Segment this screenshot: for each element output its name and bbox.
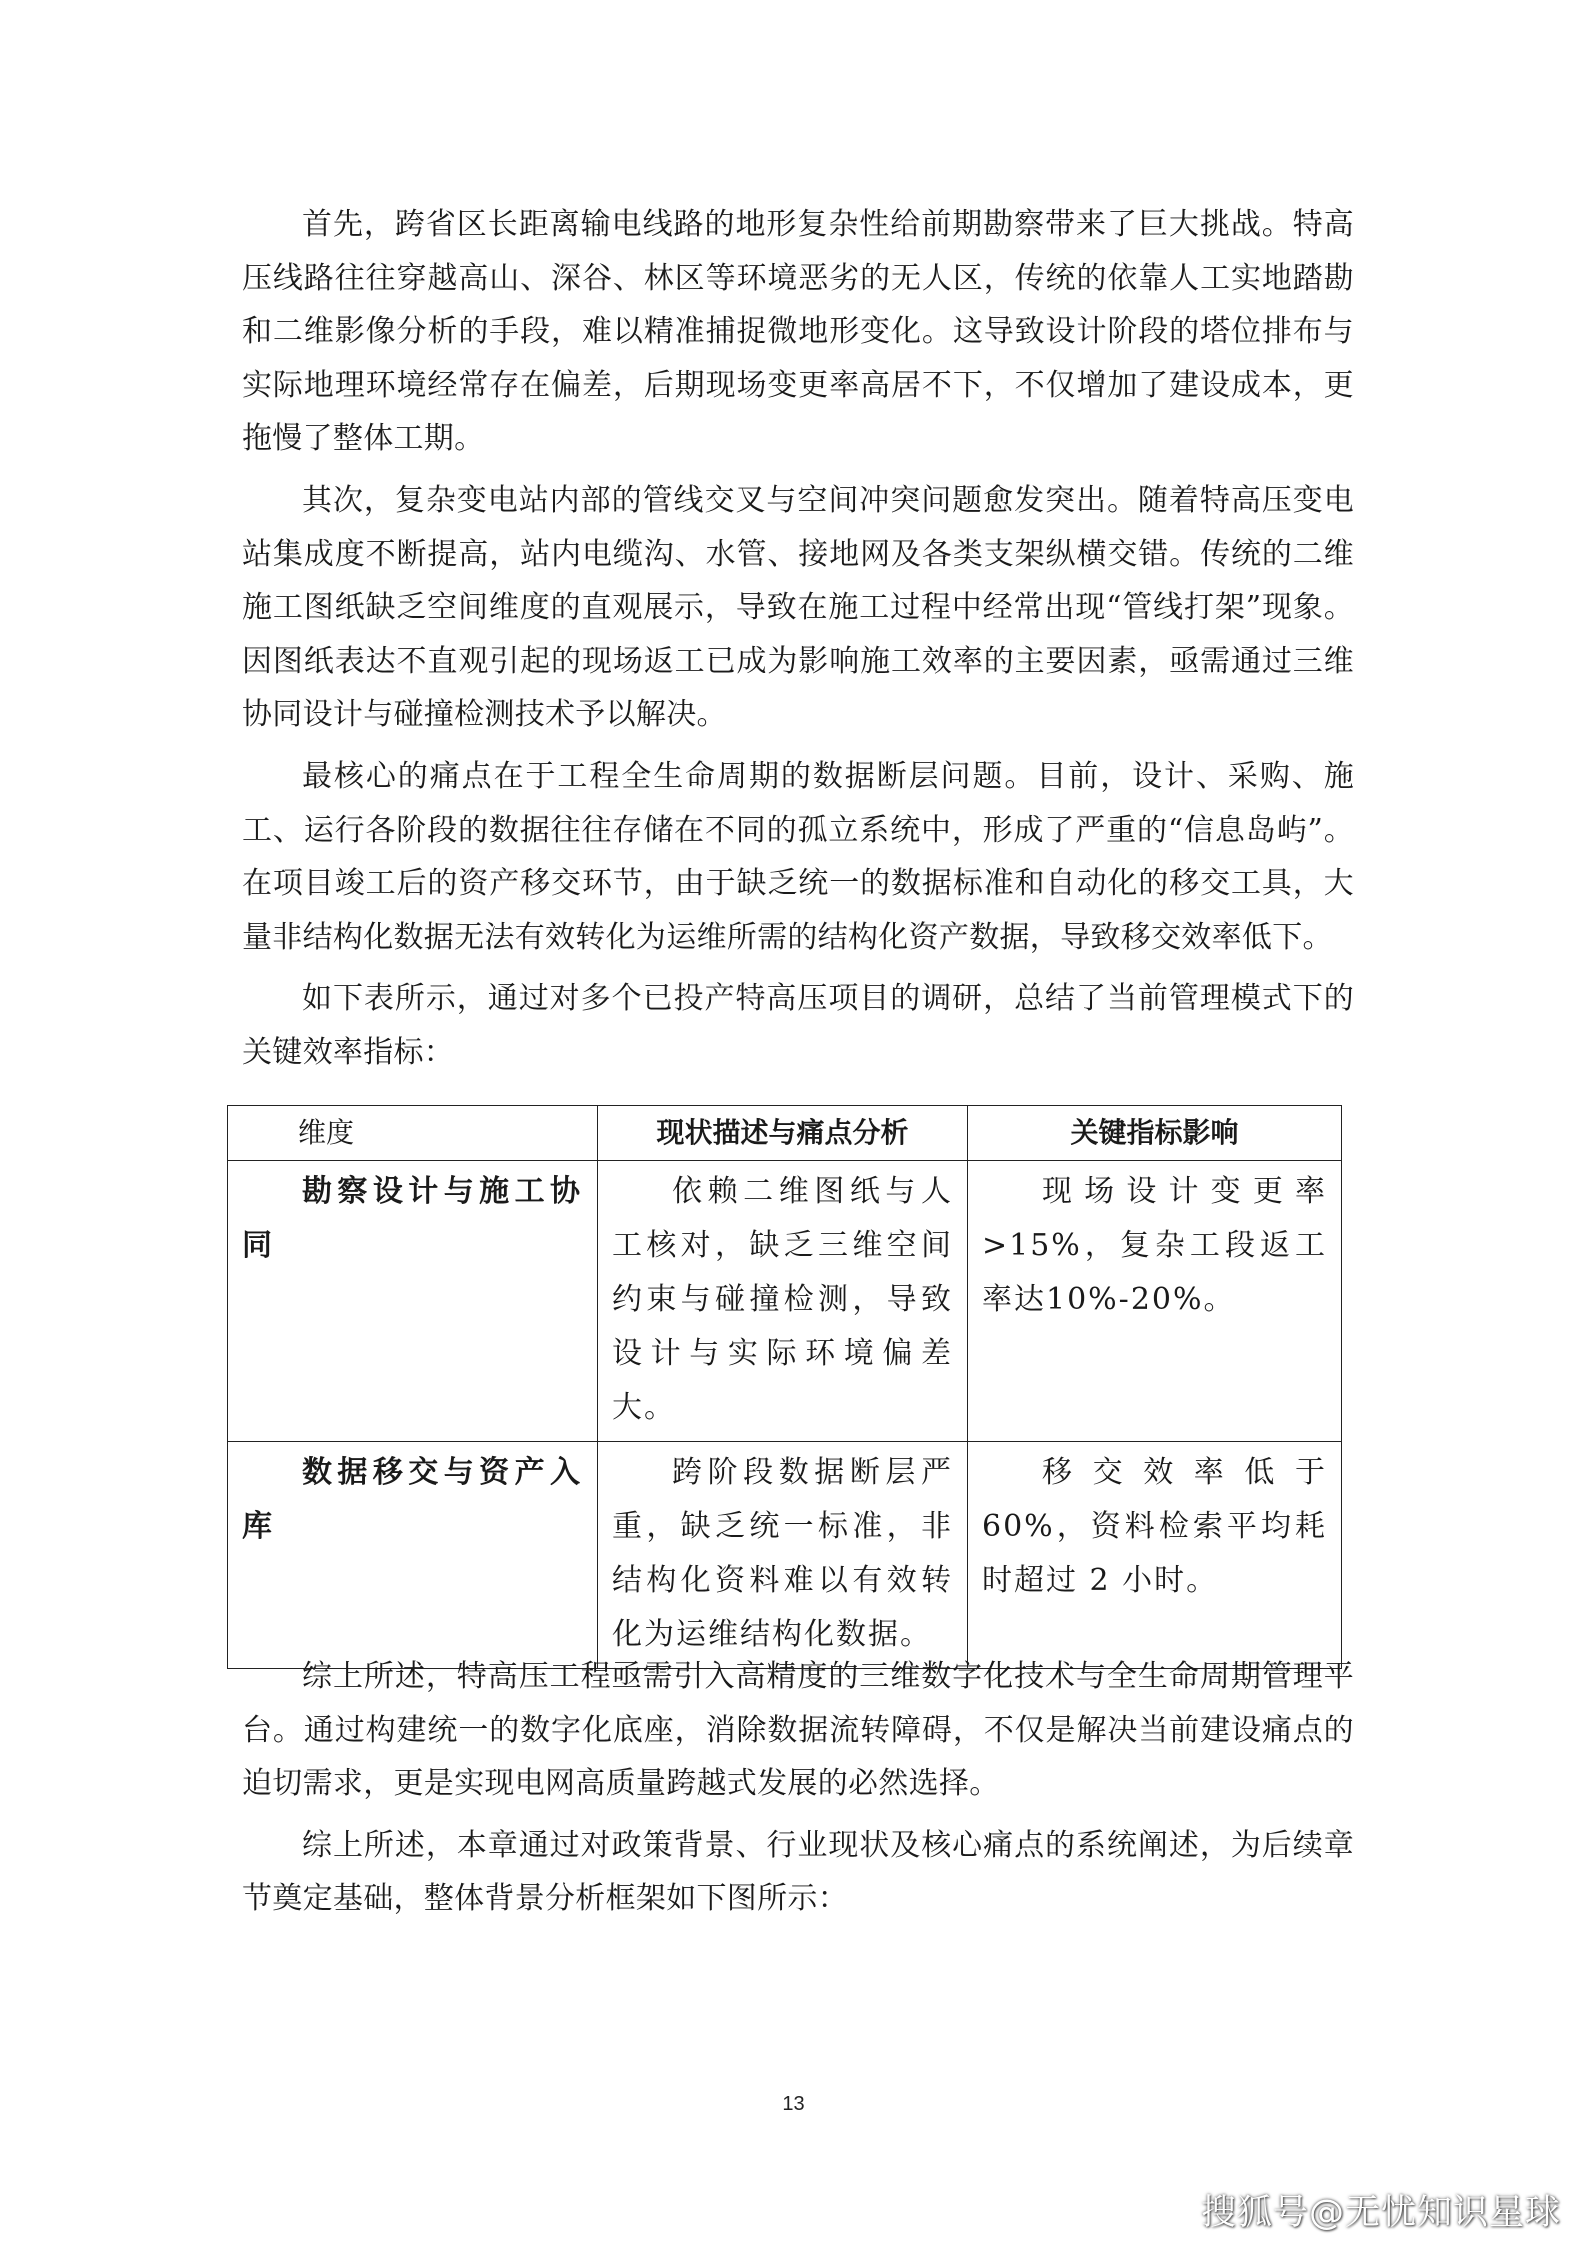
paragraph-pipeline-conflict: 其次，复杂变电站内部的管线交叉与空间冲突问题愈发突出。随着特高压变电站集成度不断提高，站内电缆沟、水管、接地网及各类支架纵横交错。传统的二维施工图纸缺乏空间维度的直观展示，导致在施工过程中经常出现“管线打架”现象。因图纸表达不直观引起的现场返工已成为影响施工效率的主要因素，亟需通过三维协同设计与碰撞检测技术予以解决。 [242,482,1354,733]
body-text-top [242,198,1354,1080]
body-text-bottom [242,1650,1354,1926]
row-impact: 移交效率低于 60%，资料检索平均耗时超过 2 小时。 [968,1442,1342,1669]
header-description: 现状描述与痛点分析 [598,1106,968,1161]
paragraph-table-intro: 如下表所示，通过对多个已投产特高压项目的调研，总结了当前管理模式下的关键效率指标： [242,981,1354,1070]
row-description: 依赖二维图纸与人工核对，缺乏三维空间约束与碰撞检测，导致设计与实际环境偏差大。 [598,1161,968,1442]
paragraph-chapter-summary: 综上所述，本章通过对政策背景、行业现状及核心痛点的系统阐述，为后续章节奠定基础，整体背景分析框架如下图所示： [242,1827,1354,1917]
paragraph-data-fault: 最核心的痛点在于工程全生命周期的数据断层问题。目前，设计、采购、施工、运行各阶段的数据往往存储在不同的孤立系统中，形成了严重的“信息岛屿”。在项目竣工后的资产移交环节，由于缺乏统一的数据标准和自动化的移交工具，大量非结构化数据无法有效转化为运维所需的结构化资产数据，导致移交效率低下。 [242,758,1354,955]
table-row [228,1161,1342,1442]
header-impact: 关键指标影响 [968,1106,1342,1161]
row-dimension: 勘察设计与施工协同 [228,1161,598,1442]
row-description: 跨阶段数据断层严重，缺乏统一标准，非结构化资料难以有效转化为运维结构化数据。 [598,1442,968,1669]
table-row [228,1442,1342,1669]
page-number: 13 [782,2093,805,2115]
header-dimension: 维度 [228,1106,598,1161]
paragraph-summary: 综上所述，特高压工程亟需引入高精度的三维数字化技术与全生命周期管理平台。通过构建统一的数字化底座，消除数据流转障碍，不仅是解决当前建设痛点的迫切需求，更是实现电网高质量跨越式发展的必然选择。 [242,1659,1354,1802]
paragraph-terrain-survey: 首先，跨省区长距离输电线路的地形复杂性给前期勘察带来了巨大挑战。特高压线路往往穿越高山、深谷、林区等环境恶劣的无人区，传统的依靠人工实地踏勘和二维影像分析的手段，难以精准捕捉微地形变化。这导致设计阶段的塔位排布与实际地理环境经常存在偏差，后期现场变更率高居不下，不仅增加了建设成本，更拖慢了整体工期。 [242,207,1354,457]
efficiency-metrics-table [227,1105,1342,1669]
row-impact: 现场设计变更率 >15%，复杂工段返工率达10%-20%。 [968,1161,1342,1442]
watermark: 搜狐号@无忧知识星球 [1200,2193,1561,2233]
table-header-row [228,1106,1342,1161]
row-dimension: 数据移交与资产入库 [228,1442,598,1669]
